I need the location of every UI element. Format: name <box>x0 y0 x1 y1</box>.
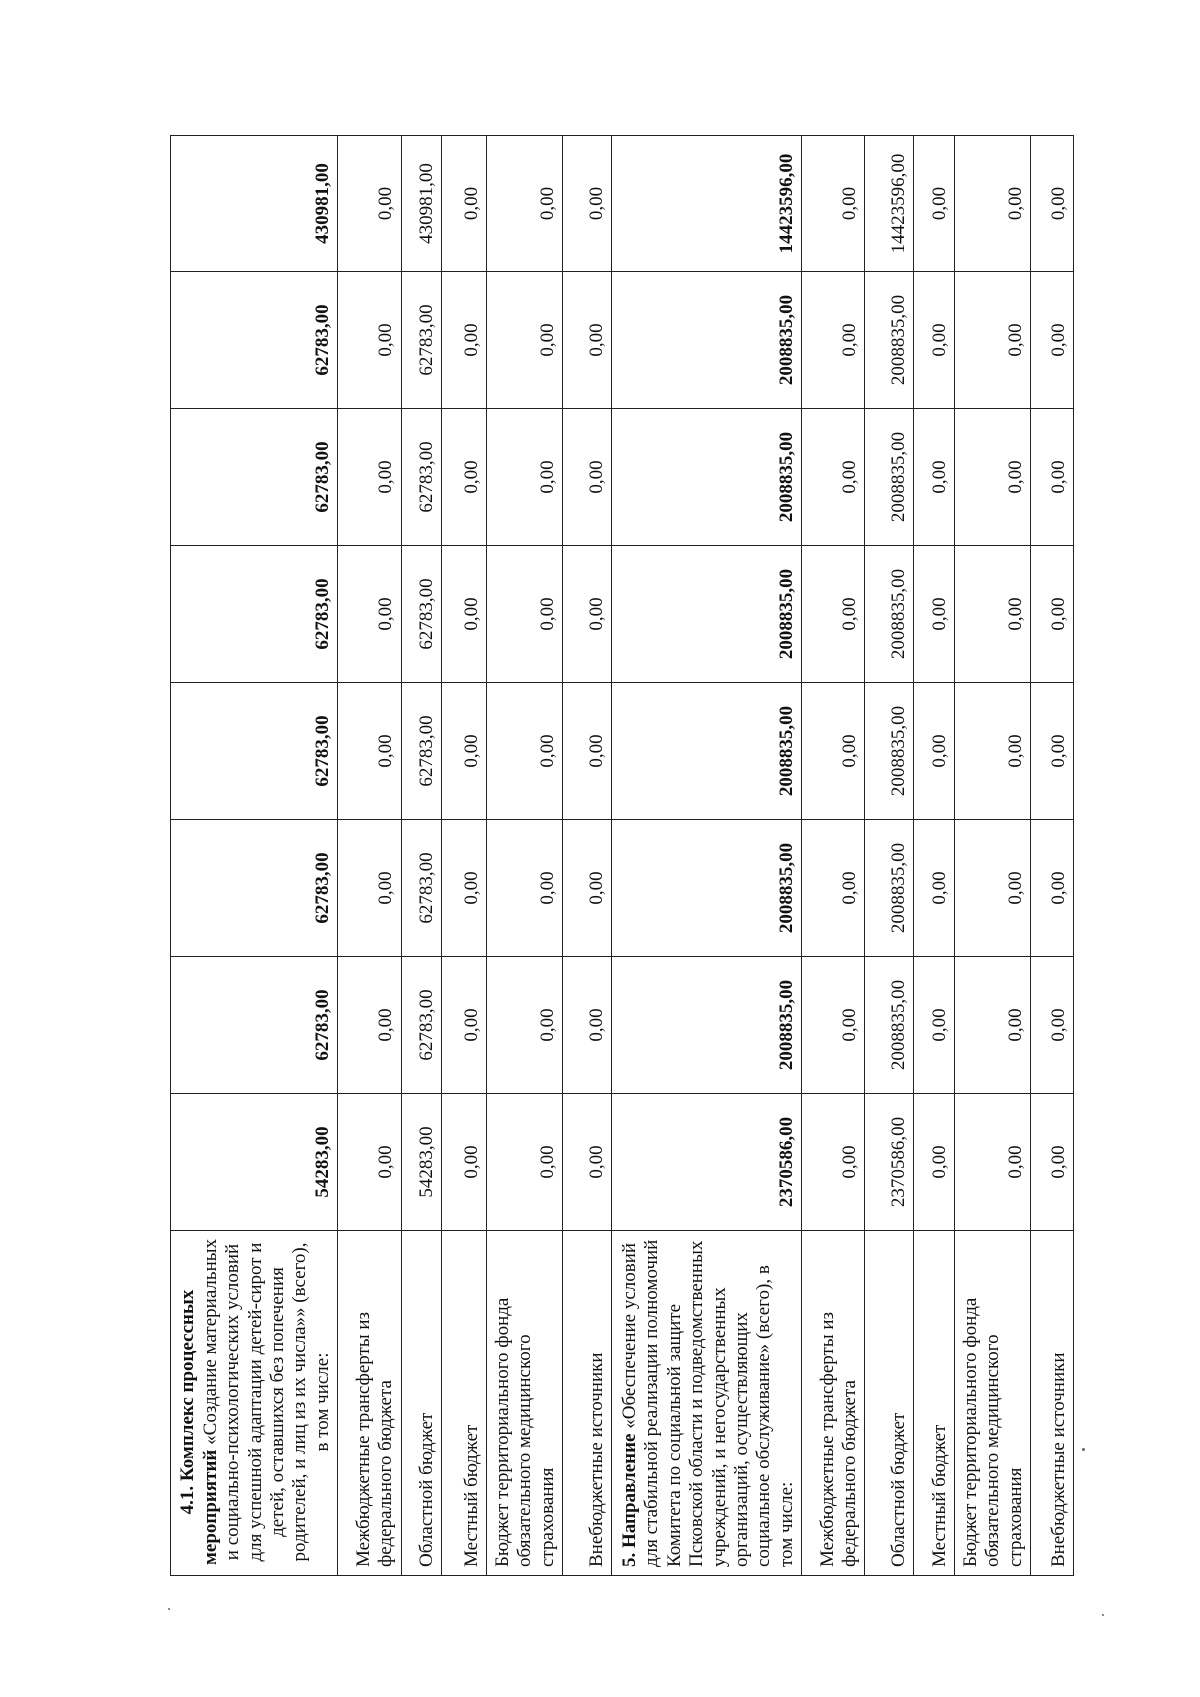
value-cell: 0,00 <box>955 1094 1031 1231</box>
table-row <box>401 136 442 1576</box>
value-cell: 0,00 <box>338 136 401 272</box>
table-row <box>1031 136 1074 1576</box>
row-label-heading: 5. Направление <box>618 1433 640 1567</box>
row-label <box>171 1231 338 1576</box>
value-cell: 0,00 <box>563 272 612 409</box>
value-cell: 2008835,00 <box>865 272 914 409</box>
value-cell: 62783,00 <box>171 957 338 1094</box>
value-cell: 2008835,00 <box>612 957 802 1094</box>
value-cell: 2008835,00 <box>865 683 914 820</box>
row-label: Бюджет территориального фонда обязательного медицинского страхования <box>955 1231 1031 1576</box>
value-cell: 0,00 <box>1031 1094 1074 1231</box>
value-cell: 2008835,00 <box>612 272 802 409</box>
value-cell: 0,00 <box>914 272 955 409</box>
value-cell: 0,00 <box>487 136 563 272</box>
value-cell: 0,00 <box>914 136 955 272</box>
table-row <box>914 136 955 1576</box>
value-cell: 0,00 <box>563 409 612 546</box>
value-cell: 0,00 <box>563 957 612 1094</box>
value-cell: 0,00 <box>914 546 955 683</box>
value-cell: 0,00 <box>563 820 612 957</box>
value-cell: 14423596,00 <box>865 136 914 272</box>
value-cell: 0,00 <box>802 136 865 272</box>
value-cell: 62783,00 <box>171 409 338 546</box>
value-cell: 0,00 <box>487 272 563 409</box>
value-cell: 2008835,00 <box>865 409 914 546</box>
value-cell: 62783,00 <box>401 683 442 820</box>
value-cell: 0,00 <box>802 546 865 683</box>
value-cell: 0,00 <box>563 546 612 683</box>
value-cell: 0,00 <box>802 820 865 957</box>
table-row <box>338 136 401 1576</box>
value-cell: 0,00 <box>1031 546 1074 683</box>
budget-table <box>170 135 1074 1576</box>
value-cell: 62783,00 <box>171 820 338 957</box>
value-cell: 0,00 <box>955 272 1031 409</box>
value-cell: 0,00 <box>802 272 865 409</box>
value-cell: 62783,00 <box>171 546 338 683</box>
table-row <box>802 136 865 1576</box>
value-cell: 2370586,00 <box>865 1094 914 1231</box>
table-row <box>171 136 338 1576</box>
row-label-text: «Создание материальных и социально-психологических условий для успешной адаптации детей-сирот и детей, оставшихся без попечения родителей, и лиц из их числа»» (всего), в том числе: <box>199 1238 333 1562</box>
row-label: Внебюджетные источники <box>1031 1231 1074 1576</box>
value-cell: 0,00 <box>487 957 563 1094</box>
table-row <box>612 136 802 1576</box>
value-cell: 62783,00 <box>401 409 442 546</box>
value-cell: 0,00 <box>914 820 955 957</box>
rotated-table-wrapper <box>170 136 1074 1576</box>
table-row <box>563 136 612 1576</box>
value-cell: 0,00 <box>442 409 487 546</box>
value-cell: 54283,00 <box>171 1094 338 1231</box>
value-cell: 0,00 <box>563 683 612 820</box>
value-cell: 0,00 <box>802 683 865 820</box>
value-cell: 0,00 <box>338 272 401 409</box>
value-cell: 0,00 <box>442 136 487 272</box>
value-cell: 54283,00 <box>401 1094 442 1231</box>
value-cell: 430981,00 <box>401 136 442 272</box>
value-cell: 0,00 <box>1031 683 1074 820</box>
row-label: Межбюджетные трансферты из федерального бюджета <box>338 1231 401 1576</box>
value-cell: 0,00 <box>955 136 1031 272</box>
value-cell: 0,00 <box>955 957 1031 1094</box>
value-cell: 2008835,00 <box>865 957 914 1094</box>
value-cell: 430981,00 <box>171 136 338 272</box>
value-cell: 0,00 <box>802 957 865 1094</box>
value-cell: 0,00 <box>338 957 401 1094</box>
scan-speck <box>168 1608 170 1610</box>
row-label: Областной бюджет <box>401 1231 442 1576</box>
value-cell: 62783,00 <box>171 272 338 409</box>
value-cell: 0,00 <box>1031 820 1074 957</box>
value-cell: 0,00 <box>955 546 1031 683</box>
row-label: Внебюджетные источники <box>563 1231 612 1576</box>
value-cell: 0,00 <box>914 957 955 1094</box>
row-label: Межбюджетные трансферты из федерального бюджета <box>802 1231 865 1576</box>
value-cell: 0,00 <box>1031 409 1074 546</box>
value-cell: 0,00 <box>1031 957 1074 1094</box>
value-cell: 2008835,00 <box>612 546 802 683</box>
value-cell: 2008835,00 <box>612 820 802 957</box>
value-cell: 0,00 <box>563 1094 612 1231</box>
value-cell: 0,00 <box>1031 272 1074 409</box>
value-cell: 0,00 <box>487 546 563 683</box>
table-row <box>955 136 1031 1576</box>
value-cell: 0,00 <box>914 683 955 820</box>
row-label-text: «Обеспечение условий для стабильной реализации полномочий Комитета по социальной защите Псковской области и подведомственных учреждений, и негосударственных организаций, осуществляющих социальное обслуживание» (всего), в том числе: <box>618 1239 797 1567</box>
value-cell: 0,00 <box>442 957 487 1094</box>
row-label: Местный бюджет <box>914 1231 955 1576</box>
row-label-heading: 4.1. Комплекс процессных мероприятий <box>177 1289 221 1566</box>
value-cell: 0,00 <box>442 546 487 683</box>
value-cell: 2008835,00 <box>612 683 802 820</box>
value-cell: 62783,00 <box>401 546 442 683</box>
value-cell: 2008835,00 <box>612 409 802 546</box>
row-label: Бюджет территориального фонда обязательного медицинского страхования <box>487 1231 563 1576</box>
table-row <box>487 136 563 1576</box>
value-cell: 62783,00 <box>171 683 338 820</box>
value-cell: 0,00 <box>338 546 401 683</box>
value-cell: 0,00 <box>487 683 563 820</box>
row-label: Местный бюджет <box>442 1231 487 1576</box>
value-cell: 0,00 <box>563 136 612 272</box>
value-cell: 0,00 <box>338 683 401 820</box>
value-cell: 0,00 <box>955 683 1031 820</box>
value-cell: 0,00 <box>442 272 487 409</box>
value-cell: 0,00 <box>487 1094 563 1231</box>
value-cell: 0,00 <box>442 683 487 820</box>
value-cell: 0,00 <box>338 409 401 546</box>
scan-speck <box>1102 1614 1104 1616</box>
value-cell: 0,00 <box>487 820 563 957</box>
value-cell: 62783,00 <box>401 820 442 957</box>
scan-speck <box>1082 1448 1085 1451</box>
value-cell: 0,00 <box>338 820 401 957</box>
value-cell: 0,00 <box>1031 136 1074 272</box>
value-cell: 0,00 <box>802 1094 865 1231</box>
value-cell: 0,00 <box>955 820 1031 957</box>
value-cell: 2008835,00 <box>865 546 914 683</box>
value-cell: 2008835,00 <box>865 820 914 957</box>
value-cell: 0,00 <box>487 409 563 546</box>
row-label: Областной бюджет <box>865 1231 914 1576</box>
value-cell: 0,00 <box>802 409 865 546</box>
value-cell: 62783,00 <box>401 272 442 409</box>
value-cell: 0,00 <box>914 409 955 546</box>
value-cell: 0,00 <box>442 1094 487 1231</box>
value-cell: 0,00 <box>338 1094 401 1231</box>
value-cell: 62783,00 <box>401 957 442 1094</box>
value-cell: 0,00 <box>442 820 487 957</box>
value-cell: 2370586,00 <box>612 1094 802 1231</box>
table-row <box>442 136 487 1576</box>
row-label <box>612 1231 802 1576</box>
table-row <box>865 136 914 1576</box>
value-cell: 0,00 <box>955 409 1031 546</box>
value-cell: 14423596,00 <box>612 136 802 272</box>
value-cell: 0,00 <box>914 1094 955 1231</box>
